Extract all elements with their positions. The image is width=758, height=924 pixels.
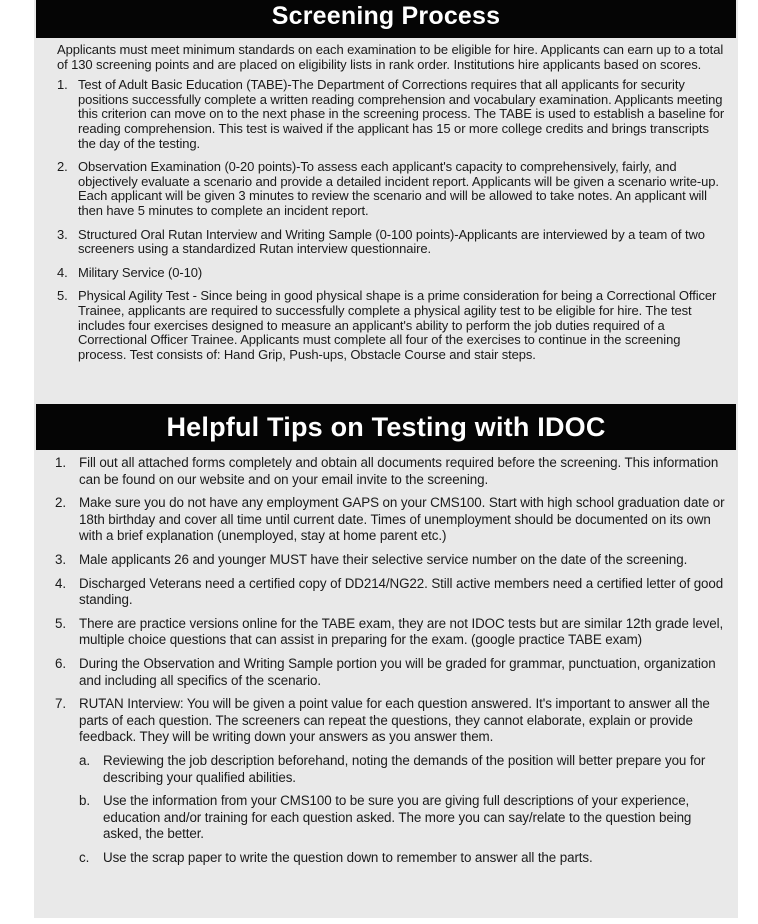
- list-number: 4.: [55, 575, 66, 591]
- screening-process-section: [57, 43, 725, 371]
- list-item: [57, 289, 725, 362]
- list-text: Structured Oral Rutan Interview and Writing Sample (0-100 points)-Applicants are interviewed by a team of two screeners using a standardized Rutan interview questionnaire.: [78, 226, 705, 257]
- screening-intro: Applicants must meet minimum standards on each examination to be eligible for hire. Applicants can earn up to a total of 130 screening points and are placed on eligibility lists in rank order. Institutions hire applicants based on scores.: [57, 42, 724, 72]
- list-item: [57, 160, 725, 218]
- list-number: 5.: [55, 615, 66, 631]
- list-text: During the Observation and Writing Sample portion you will be graded for grammar, punctuation, organization and including all specifics of the scenario.: [79, 655, 716, 688]
- list-number: 1.: [57, 77, 68, 93]
- list-number: 4.: [57, 264, 68, 280]
- sub-list-item: [79, 753, 725, 786]
- list-number: 3.: [57, 226, 68, 242]
- sub-list-letter: c.: [79, 849, 90, 865]
- list-item: [57, 266, 725, 281]
- list-item: [55, 616, 725, 649]
- list-number: 3.: [55, 551, 66, 567]
- list-number: 2.: [55, 495, 66, 511]
- list-item: [55, 495, 725, 545]
- sub-list-letter: b.: [79, 793, 90, 809]
- list-text: Physical Agility Test - Since being in good physical shape is a prime consideration for being a Correctional Officer Trainee, applicants are required to successfully complete a physical agility test to be eligible for hire. The test includes four exercises designed to measure an applicant's ability to perform the job duties required of a Correctional Officer Trainee. Applicants must complete all four of the exercises to continue in the screening process. Test consists of: Hand Grip, Push-ups, Obstacle Course and stair steps.: [78, 288, 717, 362]
- list-item: [55, 576, 725, 609]
- list-number: 5.: [57, 288, 68, 304]
- list-item: [55, 656, 725, 689]
- list-text: Discharged Veterans need a certified copy of DD214/NG22. Still active members need a certified letter of good standing.: [79, 575, 724, 608]
- screening-steps-list: [57, 78, 725, 362]
- list-item: [55, 455, 725, 488]
- list-item: [57, 78, 725, 151]
- list-text: There are practice versions online for the TABE exam, they are not IDOC tests but are similar 12th grade level, multiple choice questions that can assist in preparing for the exam. (google practice TABE exam): [79, 615, 724, 648]
- list-text: RUTAN Interview: You will be given a point value for each question answered. It's important to answer all the parts of each question. The screeners can repeat the questions, they cannot elaborate, explain or provide feedback. They will be writing down your answers as you answer them.: [79, 696, 710, 745]
- sub-list-text: Reviewing the job description beforehand, noting the demands of the position will better prepare you for describing your qualified abilities.: [103, 752, 706, 785]
- list-number: 7.: [55, 696, 66, 712]
- screening-process-heading: Screening Process: [36, 0, 736, 38]
- sub-list-item: [79, 850, 725, 867]
- list-item: [55, 696, 725, 746]
- sub-list-item: [79, 793, 725, 843]
- sub-list-text: Use the information from your CMS100 to be sure you are giving full descriptions of your experience, education and/or training for each question asked. The more you can say/relate to the question being asked, the better.: [103, 793, 692, 842]
- helpful-tips-section: [55, 455, 725, 873]
- list-text: Fill out all attached forms completely and obtain all documents required before the screening. This information can be found on our website and on your email invite to the screening.: [79, 455, 719, 487]
- sub-list-letter: a.: [79, 752, 90, 768]
- list-number: 1.: [55, 455, 66, 470]
- list-text: Make sure you do not have any employment GAPS on your CMS100. Start with high school graduation date or 18th birthday and cover all time until current date. Times of unemployment should be documented on its own with a brief explanation (unemployed, stay at home parent etc.): [79, 495, 725, 544]
- list-text: Military Service (0-10): [78, 264, 203, 280]
- sub-list-text: Use the scrap paper to write the question down to remember to answer all the parts.: [103, 849, 593, 865]
- list-text: Male applicants 26 and younger MUST have their selective service number on the date of the screening.: [79, 551, 688, 567]
- list-item: [55, 552, 725, 569]
- list-text: Test of Adult Basic Education (TABE)-The Department of Corrections requires that all applicants for security positions successfully complete a written reading comprehension and vocabulary examination. Applicants meeting this criterion can move on to the next phase in the screening process. The TABE is used to establish a baseline for reading comprehension. This test is waived if the applicant has 15 or more college credits and brings transcripts the day of the testing.: [78, 77, 725, 151]
- helpful-tips-heading: Helpful Tips on Testing with IDOC: [36, 404, 736, 450]
- list-text: Observation Examination (0-20 points)-To assess each applicant's capacity to comprehensively, fairly, and objectively evaluate a scenario and provide a detailed incident report. Applicants will be given a scenario write-up. Each applicant will be given 3 minutes to review the scenario and will be allowed to take notes. An applicant will then have 5 minutes to complete an incident report.: [78, 159, 719, 218]
- list-number: 6.: [55, 655, 66, 671]
- list-number: 2.: [57, 159, 68, 175]
- list-item: [57, 228, 725, 257]
